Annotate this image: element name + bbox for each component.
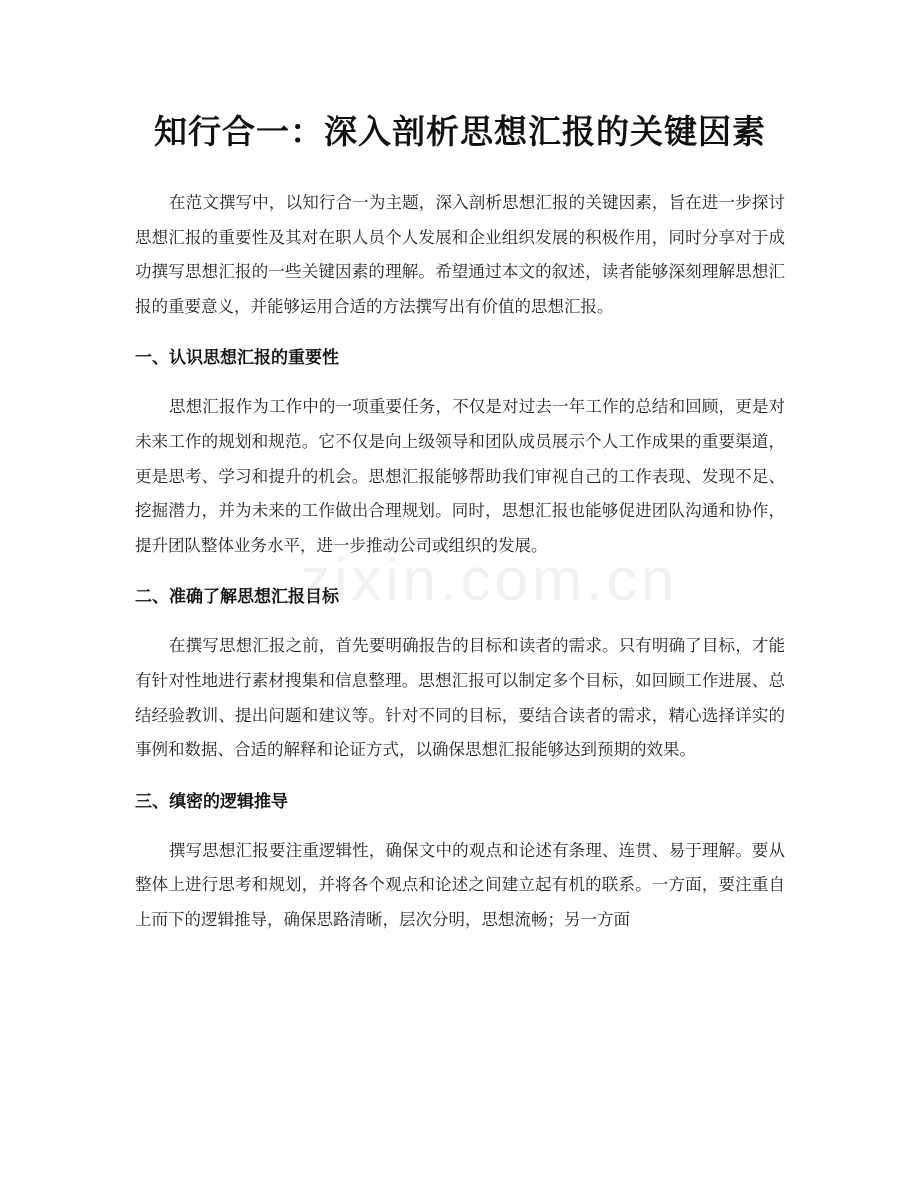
- section-body-3: 撰写思想汇报要注重逻辑性，确保文中的观点和论述有条理、连贯、易于理解。要从整体上进行思考和规划，并将各个观点和论述之间建立起有机的联系。一方面，要注重自上而下的逻辑推导，确保思路清晰，层次分明，思想流畅；另一方面: [135, 840, 785, 929]
- section-heading-1: 一、认识思想汇报的重要性: [135, 348, 339, 369]
- section-body-1: 思想汇报作为工作中的一项重要任务，不仅是对过去一年工作的总结和回顾，更是对未来工作的规划和规范。它不仅是向上级领导和团队成员展示个人工作成果的重要渠道，更是思考、学习和提升的机会。思想汇报能够帮助我们审视自己的工作表现、发现不足、挖掘潜力，并为未来的工作做出合理规划。同时，思想汇报也能够促进团队沟通和协作，提升团队整体业务水平，进一步推动公司或组织的发展。: [135, 397, 785, 555]
- section-body-2: 在撰写思想汇报之前，首先要明确报告的目标和读者的需求。只有明确了目标，才能有针对性地进行素材搜集和信息整理。思想汇报可以制定多个目标，如回顾工作进展、总结经验教训、提出问题和建议等。针对不同的目标，要结合读者的需求，精心选择详实的事例和数据、合适的解释和论证方式，以确保思想汇报能够达到预期的效果。: [135, 636, 785, 760]
- section-heading-2: 二、准确了解思想汇报目标: [135, 587, 339, 608]
- watermark: zixin.com.cn: [300, 546, 679, 613]
- section-heading-3: 三、缜密的逻辑推导: [135, 791, 288, 812]
- document-title: 知行合一：深入剖析思想汇报的关键因素: [154, 112, 766, 151]
- intro-paragraph: 在范文撰写中，以知行合一为主题，深入剖析思想汇报的关键因素，旨在进一步探讨思想汇报的重要性及其对在职人员个人发展和企业组织发展的积极作用，同时分享对于成功撰写思想汇报的一些关键因素的理解。希望通过本文的叙述，读者能够深刻理解思想汇报的重要意义，并能够运用合适的方法撰写出有价值的思想汇报。: [135, 193, 785, 316]
